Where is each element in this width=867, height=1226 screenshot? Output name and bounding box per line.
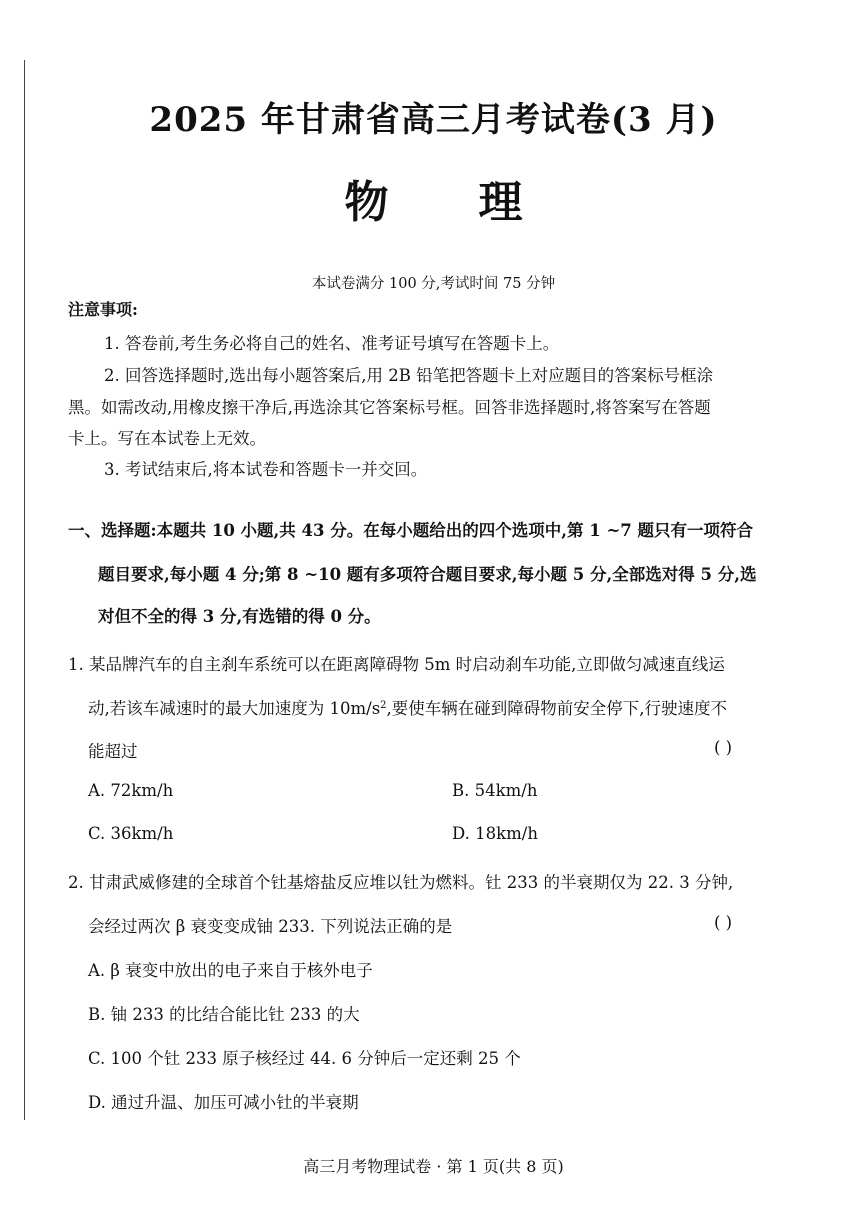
question-2-line-1: 2. 甘肃武威修建的全球首个钍基熔盐反应堆以钍为燃料。钍 233 的半衰期仅为 22. 3 分钟, bbox=[68, 873, 734, 892]
question-1-line-2-tail: ,要使车辆在碰到障碍物前安全停下,行驶速度不 bbox=[386, 699, 728, 718]
question-1-exponent: 2 bbox=[380, 700, 387, 711]
question-2-option-d: D. 通过升温、加压可减小钍的半衰期 bbox=[88, 1093, 359, 1112]
question-1-option-b: B. 54km/h bbox=[452, 781, 538, 800]
section-1-line-3: 对但不全的得 3 分,有选错的得 0 分。 bbox=[98, 607, 381, 626]
question-1-line-2 bbox=[88, 695, 727, 719]
exam-title: 2025 年甘肃省高三月考试卷(3 月) bbox=[149, 100, 718, 140]
question-1-line-3: 能超过 bbox=[88, 742, 138, 761]
question-2-option-b: B. 铀 233 的比结合能比钍 233 的大 bbox=[88, 1005, 360, 1024]
question-2-line-2: 会经过两次 β 衰变变成铀 233. 下列说法正确的是 bbox=[88, 917, 453, 936]
question-2-option-a: A. β 衰变中放出的电子来自于核外电子 bbox=[88, 961, 373, 980]
subject-char-2: 理 bbox=[478, 177, 523, 228]
question-1-option-d: D. 18km/h bbox=[452, 824, 538, 843]
notice-item-2-line-1: 2. 回答选择题时,选出每小题答案后,用 2B 铅笔把答题卡上对应题目的答案标号框涂 bbox=[104, 366, 714, 385]
section-1-line-1: 一、选择题:本题共 10 小题,共 43 分。在每小题给出的四个选项中,第 1 ~7 题只有一项符合 bbox=[68, 521, 753, 540]
notice-item-2-line-2: 黑。如需改动,用橡皮擦干净后,再选涂其它答案标号框。回答非选择题时,将答案写在答题 bbox=[68, 398, 711, 417]
question-1-line-1: 1. 某品牌汽车的自主刹车系统可以在距离障碍物 5m 时启动刹车功能,立即做匀减速直线运 bbox=[68, 655, 725, 674]
subject-char-1: 物 bbox=[344, 177, 389, 228]
section-1-line-2: 题目要求,每小题 4 分;第 8 ~10 题有多项符合题目要求,每小题 5 分,全部选对得 5 分,选 bbox=[98, 565, 757, 584]
notice-item-2-line-3: 卡上。写在本试卷上无效。 bbox=[68, 429, 266, 448]
question-2-answer-blank: ( ) bbox=[714, 913, 733, 932]
question-2-option-c: C. 100 个钍 233 原子核经过 44. 6 分钟后一定还剩 25 个 bbox=[88, 1049, 521, 1068]
notice-heading: 注意事项: bbox=[68, 300, 138, 319]
notice-item-3: 3. 考试结束后,将本试卷和答题卡一并交回。 bbox=[104, 460, 428, 479]
page-footer: 高三月考物理试卷 · 第 1 页(共 8 页) bbox=[303, 1157, 564, 1176]
question-1-answer-blank: ( ) bbox=[714, 738, 733, 757]
subject-title bbox=[0, 166, 867, 230]
exam-info: 本试卷满分 100 分,考试时间 75 分钟 bbox=[311, 276, 556, 292]
question-1-option-c: C. 36km/h bbox=[88, 824, 174, 843]
question-1-option-a: A. 72km/h bbox=[88, 781, 174, 800]
question-1-line-2-text: 动,若该车减速时的最大加速度为 10m/s bbox=[88, 699, 381, 718]
notice-item-1: 1. 答卷前,考生务必将自己的姓名、准考证号填写在答题卡上。 bbox=[104, 334, 560, 353]
